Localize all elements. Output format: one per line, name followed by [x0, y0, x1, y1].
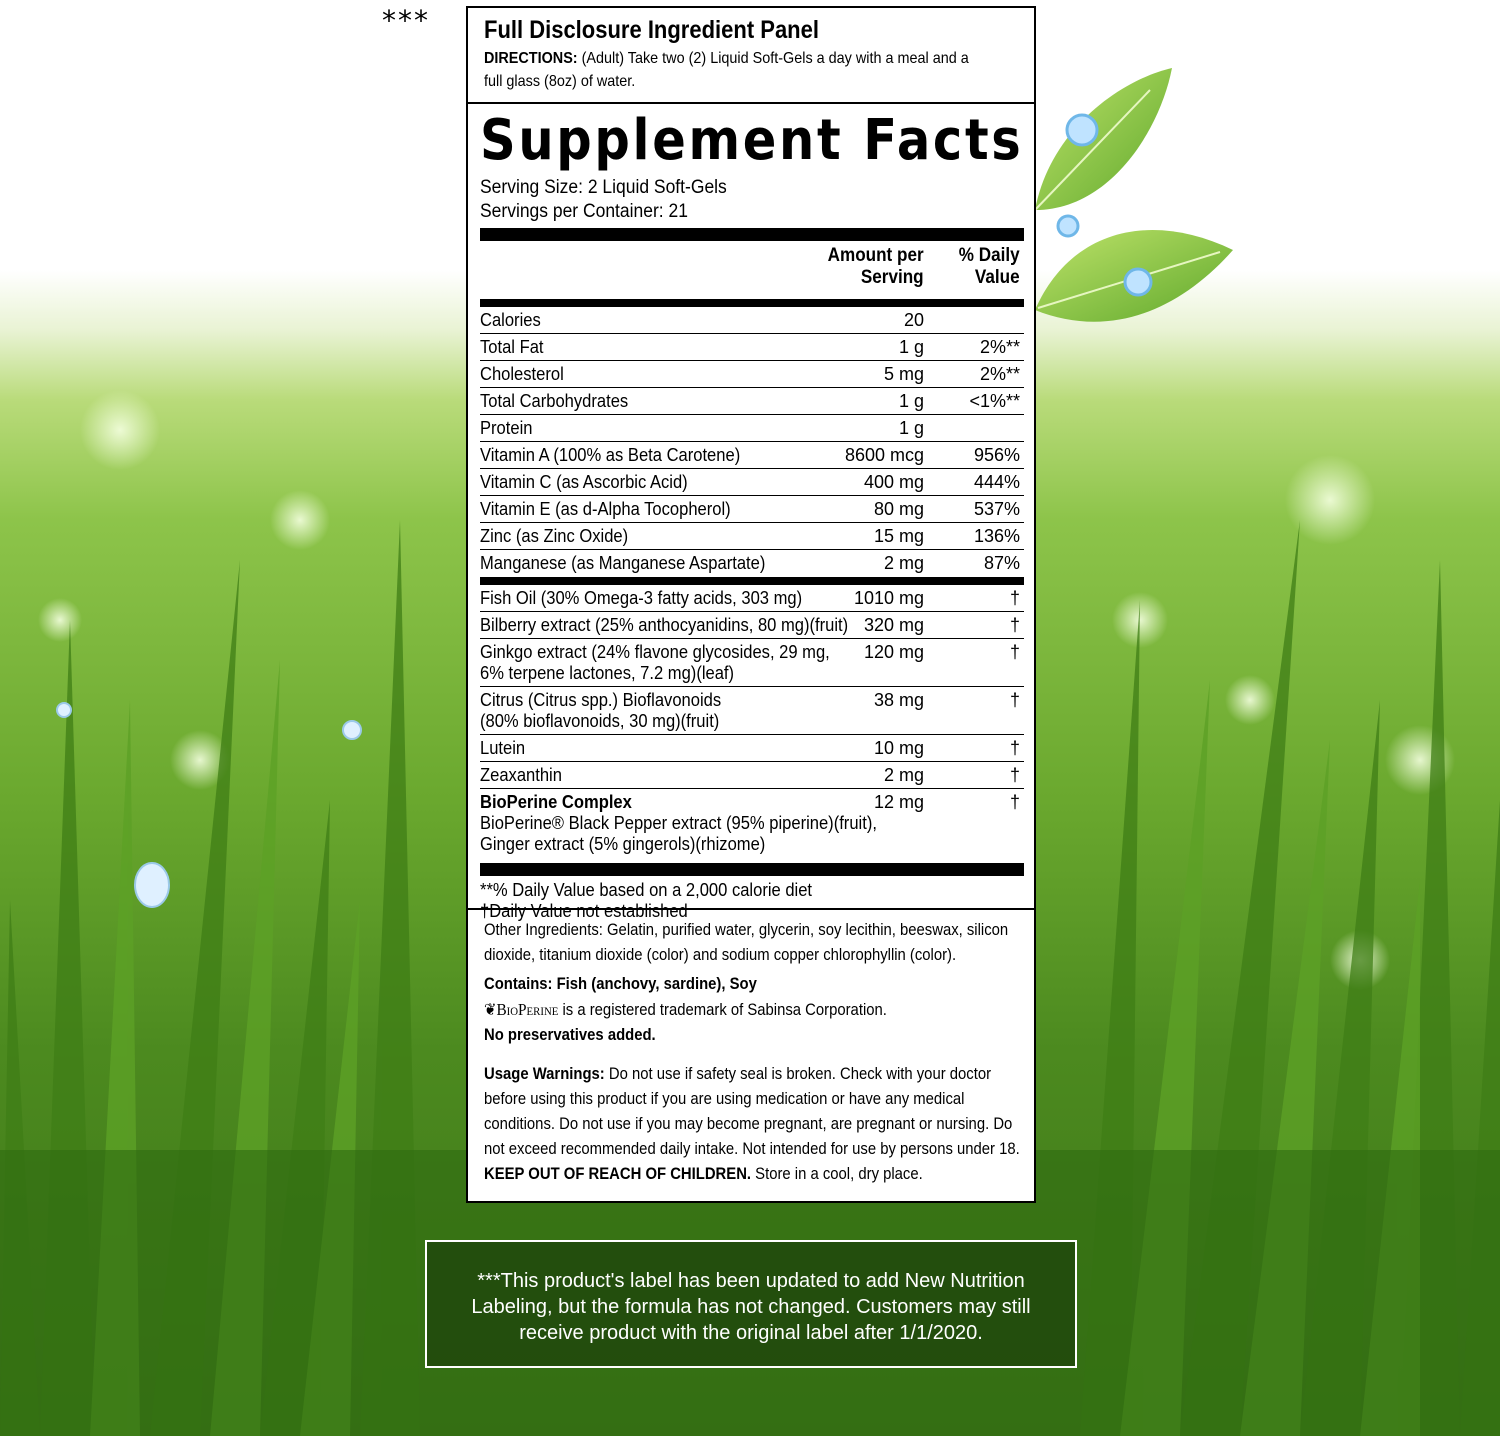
- nutrient-amount: 20: [903, 310, 924, 330]
- nutrient-row: [480, 307, 1024, 334]
- asterisk-marker: ***: [382, 4, 430, 37]
- ingredient-amount: 2 mg: [883, 765, 924, 785]
- ingredient-row: [480, 585, 1024, 612]
- ingredient-name: Bilberry extract (25% anthocyanidins, 80 mg)(fruit): [480, 615, 849, 635]
- ingredient-row-bioperine: [480, 789, 1024, 857]
- no-preservatives-text: No preservatives added.: [484, 1026, 656, 1044]
- amount-header: [828, 245, 924, 289]
- nutrient-amount: 1 g: [898, 337, 924, 357]
- dv-header: [959, 245, 1020, 289]
- nutrient-name: Cholesterol: [480, 364, 564, 384]
- nutrient-amount: 1 g: [898, 391, 924, 411]
- nutrient-rows: [480, 307, 1024, 576]
- directions-label: DIRECTIONS:: [484, 50, 578, 67]
- ingredient-row: [480, 687, 1024, 735]
- divider: [480, 228, 1024, 241]
- nutrient-name: Vitamin E (as d-Alpha Tocopherol): [480, 499, 731, 519]
- nutrient-amount: 8600 mcg: [844, 445, 924, 465]
- keep-out-text: KEEP OUT OF REACH OF CHILDREN.: [484, 1165, 752, 1183]
- nutrient-dv: <1%**: [969, 391, 1020, 411]
- ingredient-amount: 38 mg: [873, 690, 924, 710]
- nutrient-name: Total Carbohydrates: [480, 391, 629, 411]
- serving-size: Serving Size: 2 Liquid Soft-Gels: [480, 177, 727, 198]
- nutrient-row: [480, 523, 1024, 550]
- ingredient-amount: 12 mg: [873, 792, 924, 812]
- ingredient-row: [480, 735, 1024, 762]
- nutrient-name: Manganese (as Manganese Aspartate): [480, 553, 766, 573]
- nutrient-name: Protein: [480, 418, 533, 438]
- ingredient-dv: †: [1009, 792, 1020, 812]
- nutrient-dv: 956%: [973, 445, 1020, 465]
- disclosure-title: Full Disclosure Ingredient Panel: [484, 16, 819, 44]
- nutrient-amount: 15 mg: [873, 526, 924, 546]
- notice-line3: receive product with the original label after 1/1/2020.: [519, 1322, 983, 1344]
- ingredient-dv: †: [1009, 765, 1020, 785]
- footnote-not-established: †Daily Value not established: [480, 901, 688, 921]
- bioperine-name: [480, 792, 848, 813]
- ingredient-name-line2: (80% bioflavonoids, 30 mg)(fruit): [480, 711, 720, 731]
- supplement-facts-title: Supplement Facts: [480, 108, 1024, 173]
- ingredient-amount: 120 mg: [863, 642, 924, 662]
- nutrient-row: [480, 442, 1024, 469]
- ingredient-name-line2: 6% terpene lactones, 7.2 mg)(leaf): [480, 663, 735, 683]
- nutrient-dv: 2%**: [979, 337, 1020, 357]
- bioperine-line3: Ginger extract (5% gingerols)(rhizome): [480, 834, 766, 854]
- divider: [480, 577, 1024, 585]
- ingredient-dv: †: [1009, 588, 1020, 608]
- ingredient-row: [480, 762, 1024, 789]
- nutrient-amount: 5 mg: [883, 364, 924, 384]
- nutrient-dv: 136%: [973, 526, 1020, 546]
- contains: [484, 972, 1024, 997]
- nutrient-name: Total Fat: [480, 337, 544, 357]
- nutrient-row: [480, 469, 1024, 496]
- notice-line1: ***This product's label has been updated to add New Nutrition: [477, 1270, 1025, 1292]
- nutrient-amount: 2 mg: [883, 553, 924, 573]
- nutrient-amount: 400 mg: [863, 472, 924, 492]
- column-header: [480, 241, 1024, 299]
- store-text: Store in a cool, dry place.: [755, 1165, 923, 1183]
- usage-warnings: [484, 1062, 1024, 1187]
- amount-header-line1: Amount per: [828, 245, 924, 266]
- ingredient-amount: 10 mg: [873, 738, 924, 758]
- ingredient-amount: 320 mg: [863, 615, 924, 635]
- divider: [480, 863, 1024, 876]
- bioperine-line2: BioPerine® Black Pepper extract (95% piperine)(fruit),: [480, 813, 877, 833]
- nutrient-row: [480, 361, 1024, 388]
- dv-header-line2: Value: [975, 267, 1020, 288]
- label-update-notice: [425, 1240, 1077, 1368]
- notice-line2: Labeling, but the formula has not changed. Customers may still: [471, 1296, 1031, 1318]
- other-ingredients-text: Gelatin, purified water, glycerin, soy lecithin, beeswax, silicon dioxide, titanium dioxide (color) and sodium copper chlorophyllin (color).: [484, 921, 1009, 964]
- bioperine-logo: BioPerine: [496, 1000, 559, 1019]
- contains-text: Contains: Fish (anchovy, sardine), Soy: [484, 975, 757, 993]
- nutrient-row: [480, 496, 1024, 523]
- divider: [480, 299, 1024, 307]
- ingredient-name: Ginkgo extract (24% flavone glycosides, 29 mg,: [480, 642, 830, 662]
- dv-header-line1: % Daily: [959, 245, 1020, 266]
- other-ingredients: [484, 918, 1024, 968]
- supplement-facts: [480, 106, 1024, 922]
- footnote-dv: **% Daily Value based on a 2,000 calorie diet: [480, 880, 813, 900]
- ingredient-row: [480, 612, 1024, 639]
- bioperine-title: BioPerine Complex: [480, 792, 632, 812]
- ingredient-name: Lutein: [480, 738, 526, 758]
- nutrient-dv: 2%**: [979, 364, 1020, 384]
- ingredient-name: Fish Oil (30% Omega-3 fatty acids, 303 mg): [480, 588, 803, 608]
- servings-per-container: Servings per Container: 21: [480, 201, 688, 222]
- warnings-label: Usage Warnings:: [484, 1065, 605, 1083]
- nutrient-row: [480, 388, 1024, 415]
- nutrient-row: [480, 415, 1024, 442]
- directions: [484, 47, 988, 93]
- nutrient-amount: 1 g: [898, 418, 924, 438]
- ingredient-dv: †: [1009, 738, 1020, 758]
- nutrient-dv: 537%: [973, 499, 1020, 519]
- ingredient-name: Citrus (Citrus spp.) Bioflavonoids: [480, 690, 722, 710]
- bioperine-trademark: [484, 997, 1024, 1023]
- nutrient-name: Vitamin C (as Ascorbic Acid): [480, 472, 688, 492]
- ingredient-row: [480, 639, 1024, 687]
- nutrient-name: Calories: [480, 310, 541, 330]
- ingredient-name: Zeaxanthin: [480, 765, 562, 785]
- nutrient-dv: 444%: [973, 472, 1020, 492]
- other-info-section: [468, 908, 1034, 1187]
- bioperine-tm-text: is a registered trademark of Sabinsa Corporation.: [562, 1001, 887, 1019]
- nutrient-row: [480, 334, 1024, 361]
- pepper-leaf-icon: ❦: [484, 1001, 497, 1019]
- ingredient-amount: 1010 mg: [853, 588, 924, 608]
- ingredient-dv: †: [1009, 615, 1020, 635]
- ingredient-dv: †: [1009, 690, 1020, 710]
- no-preservatives: [484, 1023, 1024, 1048]
- other-ingredients-label: Other Ingredients:: [484, 921, 603, 939]
- nutrient-dv: 87%: [983, 553, 1020, 573]
- other-ingredient-rows: [480, 585, 1024, 857]
- ingredient-panel: [466, 6, 1036, 1203]
- nutrient-amount: 80 mg: [873, 499, 924, 519]
- nutrient-name: Zinc (as Zinc Oxide): [480, 526, 629, 546]
- nutrient-name: Vitamin A (100% as Beta Carotene): [480, 445, 741, 465]
- directions-text: (Adult) Take two (2) Liquid Soft-Gels a day with a meal and a full glass (8oz) of water.: [484, 50, 969, 90]
- leaves-icon: [1030, 60, 1240, 380]
- disclosure-section: [468, 8, 1034, 104]
- warnings-text: Do not use if safety seal is broken. Check with your doctor before using this product if you are using medication or have any medical conditions. Do not use if you may become pregnant, are pregnant or nursing. Do not exceed recommended daily intake. Not intended for use by persons under 18.: [484, 1065, 1020, 1158]
- amount-header-line2: Serving: [861, 267, 924, 288]
- nutrient-row: [480, 550, 1024, 576]
- ingredient-dv: †: [1009, 642, 1020, 662]
